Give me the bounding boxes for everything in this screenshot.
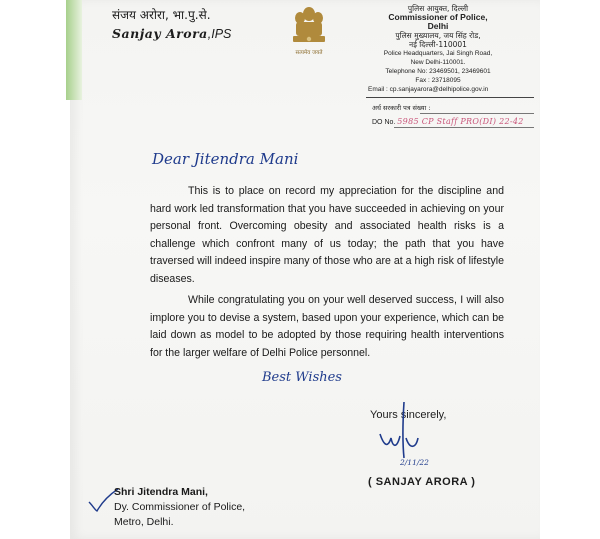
- office-address-block: [348, 4, 528, 85]
- sender-name-hindi: संजय अरोरा, भा.पु.से.: [112, 8, 211, 22]
- address-hindi-1: पुलिस मुख्यालय, जय सिंह रोड,: [395, 31, 481, 40]
- office-title: Commissioner of Police,: [388, 12, 488, 22]
- fax: Fax : 23718095: [415, 77, 461, 84]
- address-line-1: Police Headquarters, Jai Singh Road,: [383, 50, 493, 57]
- do-underline: [394, 127, 534, 128]
- office-city: Delhi: [427, 21, 449, 31]
- recipient-address: [114, 485, 245, 530]
- closing: Yours sincerely,: [370, 409, 447, 421]
- salutation: Dear Jitendra Mani: [152, 150, 299, 168]
- sender-name-line: [112, 26, 231, 41]
- national-emblem-icon: [288, 4, 330, 66]
- address-hindi-2: नई दिल्ली-110001: [409, 40, 467, 49]
- header-rule: [366, 97, 534, 98]
- ref-label: अर्ध सरकारी पत्र संख्या :: [372, 104, 431, 112]
- ref-underline: [420, 113, 534, 114]
- paragraph-2: While congratulating you on your well deserved success, I will also implore you to devise a system, based upon your experience, which can be laid down as model to be adopted by those requiring health interventions for the larger welfare of Delhi Police personnel.: [150, 294, 504, 359]
- sender-name-signature: Sanjay Arora: [112, 26, 208, 41]
- signatory-name: ( SANJAY ARORA ): [368, 476, 476, 488]
- office-title-hindi: पुलिस आयुक्त, दिल्ली: [407, 4, 469, 13]
- folder-edge: [66, 0, 82, 100]
- sender-name-suffix: ,IPS: [207, 27, 232, 41]
- do-label: DO No.: [372, 119, 396, 126]
- email-line: Email : cp.sanjayarora@delhipolice.gov.in: [368, 86, 489, 93]
- recipient-name: Shri Jitendra Mani,: [114, 486, 208, 498]
- do-number: 5985 CP Staff PRO(DI) 22-42: [397, 117, 524, 126]
- handwritten-wish: Best Wishes: [262, 370, 342, 385]
- do-number-line: [372, 117, 524, 126]
- signature-date: 2/11/22: [400, 458, 429, 467]
- emblem-motto: सत्यमेव जयते: [295, 50, 323, 56]
- recipient-unit: Metro, Delhi.: [114, 516, 174, 528]
- paragraph-1: This is to place on record my appreciation for the discipline and hard work led transformation that you have succeeded in achieving on your personal front. Overcoming obesity and associated health risks is a challenge which confront many of us today; the path that you have traversed will indeed inspire many of those who are at a high risk of lifestyle diseases.: [150, 185, 504, 285]
- recipient-designation: Dy. Commissioner of Police,: [114, 501, 246, 513]
- address-line-2: New Delhi-110001.: [410, 59, 466, 66]
- telephone: Telephone No: 23469501, 23469601: [385, 68, 491, 75]
